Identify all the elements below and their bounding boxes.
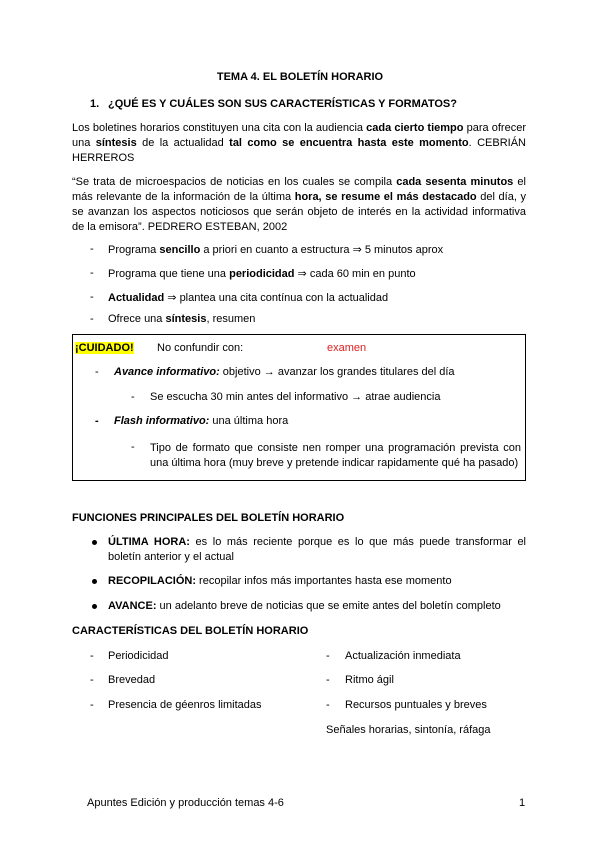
para2-text-3: del día, y se avanzan los aspectos noticiosos que serán objeto de interés en la actividad informativa de la emisora”. PEDRERO ESTEBAN, 2002 — [72, 191, 526, 233]
list-item-post: ⇒ plantea una cita contínua con la actualidad — [164, 292, 389, 304]
function-text: un adelanto breve de noticias que se emite antes del boletín completo — [156, 600, 501, 612]
characteristics-heading: CARACTERÍSTICAS DEL BOLETÍN HORARIO — [72, 625, 309, 637]
box-subitem-flash: Tipo de formato que consiste nen romper una programación prevista con una última hora (muy breve y pretende indicar rapidamente qué ha pasado) — [150, 442, 521, 469]
function-label: RECOPILACIÓN: — [108, 575, 196, 587]
characteristic-right-item: Ritmo ágil — [345, 674, 394, 686]
list-dash: - — [90, 650, 94, 662]
list-dash: - — [90, 243, 94, 255]
function-item-avance — [108, 600, 501, 612]
para2-bold-1: cada sesenta minutos — [396, 176, 514, 188]
characteristic-left-item: Periodicidad — [108, 650, 169, 662]
list-item-bold: Actualidad — [108, 292, 165, 304]
function-item-recopilacion — [108, 575, 452, 587]
list-item-pre: Ofrece una — [108, 313, 166, 325]
flash-label: Flash informativo: — [114, 415, 210, 427]
footer-text: Apuntes Edición y producción temas 4-6 — [87, 797, 284, 809]
para1-text-2: para ofrecer una — [72, 122, 526, 149]
warning-note: No confundir con: — [157, 342, 244, 354]
list-item-bold: síntesis — [165, 313, 207, 325]
bullet-icon — [92, 604, 97, 609]
list-item-post: a priori en cuanto a estructura ⇒ 5 minutos aprox — [200, 244, 444, 256]
box-item-flash — [114, 415, 288, 427]
list-dash: - — [90, 291, 94, 303]
para1-bold-1: cada cierto tiempo — [366, 122, 464, 134]
para2-text-1: “Se trata de microespacios de noticias en los cuales se compila — [72, 176, 397, 188]
functions-heading: FUNCIONES PRINCIPALES DEL BOLETÍN HORARIO — [72, 512, 345, 524]
page-number: 1 — [519, 797, 526, 809]
list-item-pre: Programa — [108, 244, 160, 256]
avance-text: objetivo → avanzar los grandes titulares del día — [219, 366, 455, 378]
para2-text-2: el más relevante de la información de la última — [72, 176, 526, 203]
para1-text-3: de la actualidad — [136, 137, 230, 149]
list-dash: - — [90, 267, 94, 279]
list-dash: - — [326, 674, 330, 686]
list-item-post: ⇒ cada 60 min en punto — [294, 268, 416, 280]
list-item — [108, 243, 443, 256]
list-item-bold: periodicidad — [229, 268, 295, 280]
characteristic-right-item: Actualización inmediata — [345, 650, 461, 662]
box-item-avance — [114, 366, 455, 378]
list-dash: - — [326, 699, 330, 711]
para2-bold-2: hora, se resume el más destacado — [294, 191, 477, 203]
list-dash: - — [326, 650, 330, 662]
section-heading: ¿QUÉ ES Y CUÁLES SON SUS CARACTERÍSTICAS Y FORMATOS? — [108, 98, 457, 110]
list-item — [108, 267, 416, 280]
list-dash: - — [131, 391, 135, 403]
flash-text: una última hora — [209, 415, 289, 427]
para1-text-4: . CEBRIÁN HERREROS — [72, 137, 526, 164]
list-dash: - — [131, 441, 135, 453]
list-item-post: , resumen — [206, 313, 256, 325]
function-text: es lo más reciente porque es lo que más puede transformar el boletín anterior y el actual — [108, 536, 527, 563]
function-label: AVANCE: — [108, 600, 157, 612]
bullet-icon — [92, 579, 97, 584]
exam-tag: examen — [327, 342, 367, 354]
characteristic-left-item: Presencia de géenros limitadas — [108, 699, 262, 711]
para1-bold-3: tal como se encuentra hasta este momento — [229, 137, 469, 149]
box-subitem-avance: Se escucha 30 min antes del informativo → atrae audiencia — [150, 391, 441, 403]
para1-text-1: Los boletines horarios constituyen una cita con la audiencia — [72, 122, 367, 134]
list-dash: - — [90, 699, 94, 711]
avance-label: Avance informativo: — [114, 366, 220, 378]
list-item-bold: sencillo — [159, 244, 201, 256]
list-dash: - — [95, 415, 99, 427]
paragraph-definition-1 — [72, 121, 526, 166]
page-title: TEMA 4. EL BOLETÍN HORARIO — [216, 71, 384, 83]
section-number: 1. — [90, 98, 100, 110]
characteristic-left-item: Brevedad — [108, 674, 156, 686]
para1-bold-2: síntesis — [95, 137, 137, 149]
bullet-icon — [92, 540, 97, 545]
list-item — [108, 313, 255, 325]
function-item-ultima-hora — [108, 535, 526, 565]
function-text: recopilar infos más importantes hasta ese momento — [196, 575, 452, 587]
paragraph-definition-2 — [72, 175, 526, 235]
list-dash: - — [95, 366, 99, 378]
characteristic-extra: Señales horarias, sintonía, ráfaga — [326, 724, 491, 736]
characteristic-right-item: Recursos puntuales y breves — [345, 699, 487, 711]
list-dash: - — [90, 674, 94, 686]
list-item — [108, 291, 388, 304]
list-dash: - — [90, 313, 94, 325]
function-label: ÚLTIMA HORA: — [108, 536, 190, 548]
warning-label: ¡CUIDADO! — [75, 342, 134, 354]
list-item-pre: Programa que tiene una — [108, 268, 230, 280]
